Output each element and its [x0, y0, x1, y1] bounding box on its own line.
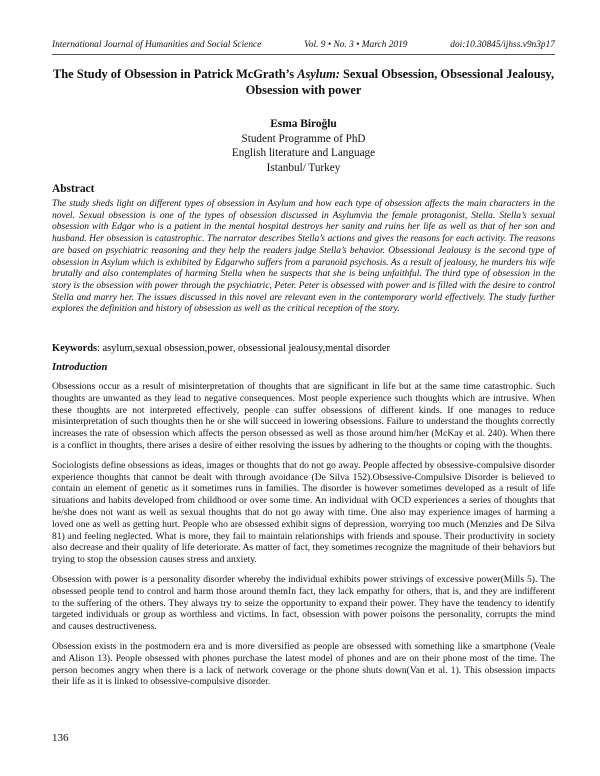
paragraph: Obsession exists in the postmodern era and is more diversified as people are obsessed with something like a smartphone (Veale and Alison 13). People obsessed with phones purchase the latest model of phones and are on their phone most of the time. The person becomes angry when there is a lack of network coverage or the phone shuts down(Van et al. 1). This obsession impacts their life as it is linked to obsessive-compulsive disorder. — [52, 640, 555, 688]
page-number: 136 — [52, 732, 69, 744]
journal-name: International Journal of Humanities and Social Science — [52, 40, 262, 50]
author-field: English literature and Language — [231, 147, 376, 159]
author-name: Esma Biroğlu — [270, 118, 337, 130]
author-block — [52, 117, 555, 175]
author-location: Istanbul/ Turkey — [266, 161, 341, 174]
introduction-body — [52, 381, 555, 696]
title-part-1: The Study of Obsession in Patrick McGrath’s — [52, 67, 298, 81]
keywords-line — [52, 343, 555, 354]
paper-title — [52, 67, 555, 98]
header-rule — [52, 54, 555, 55]
keywords-label: Keywords — [52, 343, 98, 354]
paragraph: Sociologists define obsessions as ideas, images or thoughts that do not go away. People affected by obsessive-compulsive disorder experience thoughts that cannot be dealt with through avoidance (De Silva 152).Obsessive-Compulsive Disorder is believed to contain an element of genetic as it sometimes runs in families. The disorder is however sometimes developed as a result of life situations and habits developed from childhood or over some time. An individual with OCD experiences a series of thoughts that he/she does not want as well as sexual thoughts that do not go away with time. One also may experience images of harming a loved one as well as getting hurt. People who are obsessed exhibit signs of depression, worrying too much (Menzies and De Silva 81) and feeling neglected. What is more, they fail to maintain relationships with friends and spouse. Their productivity in society also decrease and their quality of life deteriorate. As matter of fact, they sometimes recognize the magnitude of their behaviors but trying to stop the obsession causes stress and anxiety. — [52, 459, 555, 566]
paragraph: Obsessions occur as a result of misinterpretation of thoughts that are significant in life but at the same time catastrophic. Such thoughts are unwanted as they lead to negative consequences. Most people experience such thoughts which are intrusive. When these thoughts are not interpreted effectively, people can suffer obsessions of different kinds. If one manages to reduce misinterpretation of such thoughts then he or she will succeed in lowering obsessions. Failure to understand the thoughts correctly increases the rate of obsession which affects the person obsessed as well as those around him/her (McKay et al. 240). When there is a conflict in thoughts, there arises a desire of either resolving the issues by adhering to the thoughts or coping with the thoughts. — [52, 381, 555, 451]
paragraph: Obsession with power is a personality disorder whereby the individual exhibits power strivings of excessive power(Mills 5). The obsessed people tend to control and harm those around themIn fact, they lack empathy for others, that is, and they are indifferent to the suffering of the others. They always try to seize the opportunity to expand their power. They have the tendency to identify targeted individuals or group as worthless and victims. In fact, obsession with power poisons the personality, corrupts the mind and causes destructiveness. — [52, 573, 555, 633]
title-italic: Asylum: — [297, 67, 340, 81]
keywords-text: : asylum,sexual obsession,power, obsessional jealousy,mental disorder — [97, 343, 391, 354]
introduction-heading: Introduction — [52, 362, 108, 373]
doi-text: doi:10.30845/ijhss.v9n3p17 — [450, 40, 555, 50]
title-part-2: Sexual Obsession, Obsessional Jealousy, Obsession with power — [245, 67, 555, 97]
running-header — [52, 40, 555, 50]
abstract-heading: Abstract — [52, 183, 95, 195]
issue-info: Vol. 9 • No. 3 • March 2019 — [304, 40, 408, 50]
abstract-text: The study sheds light on different types of obsession in Asylum and how each type of obsession affects the main characters in the novel. Sexual obsession is one of the types of obsession discussed in Asylumvia the female protagonist, Stella. Stella’s sexual obsession with Edgar who is a patient in the mental hospital destroys her sanity and ruins her life as well as that of her son and husband. Her obsession is catastrophic. The narrator describes Stella’s actions and gives the reasons for each activity. The reasons are based on psychiatric reasoning and they help the readers judge Stella’s behavior. Obsessional Jealousy is the second type of obsession in Asylum which is exhibited by Edgarwho suffers from a paranoid psychosis. As a result of jealousy, he murders his wife brutally and also contemplates of harming Stella when he suspects that she is being unfaithful. The third type of obsession in the story is the obsession with power through the psychiatric, Peter. Peter is obsessed with power and is filled with the desire to control Stella and marry her. The issues discussed in this novel are relevant even in the contemporary world effectively. The study further explores the definition and history of obsession as well as the critical reception of the story. — [52, 199, 555, 315]
author-program: Student Programme of PhD — [241, 132, 366, 145]
